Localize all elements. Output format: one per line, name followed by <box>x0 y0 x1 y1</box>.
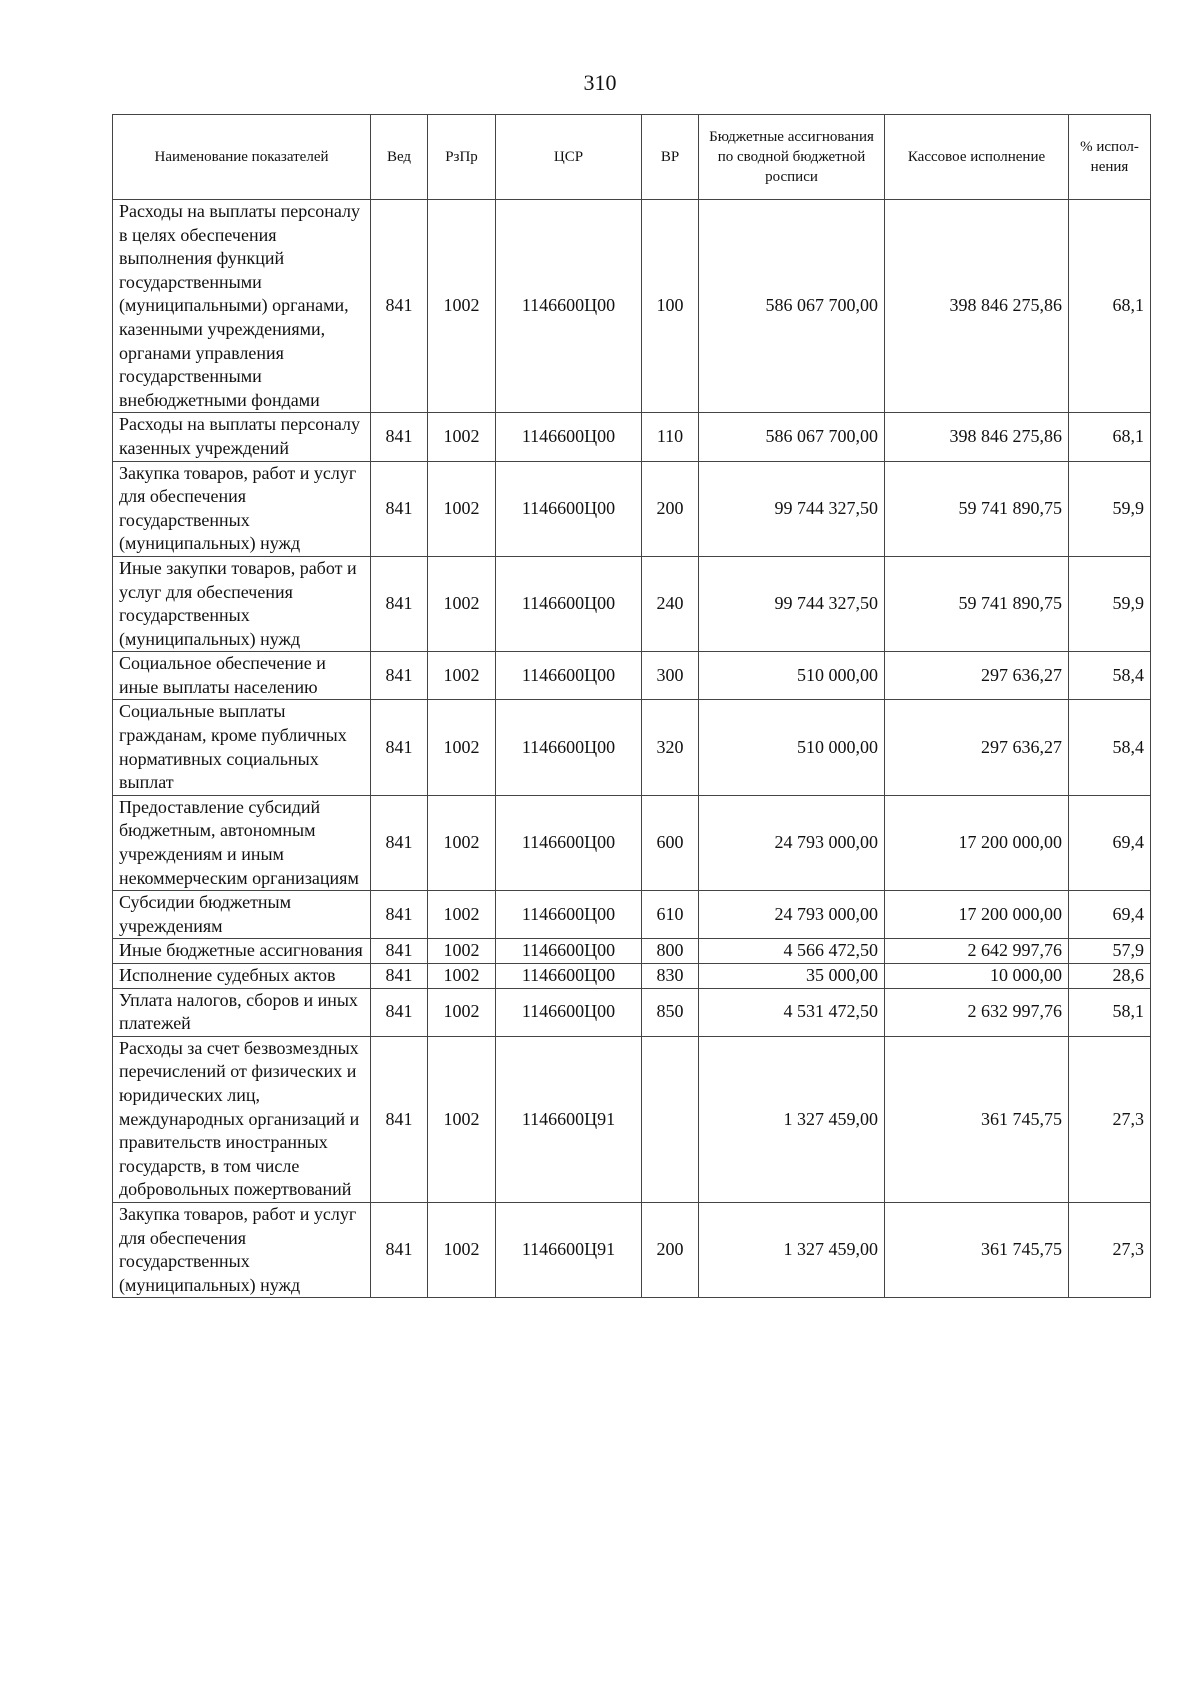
row-assignments: 99 744 327,50 <box>699 461 885 556</box>
row-percent: 59,9 <box>1069 556 1151 651</box>
header-row <box>113 115 1151 200</box>
row-cash-execution: 398 846 275,86 <box>885 200 1069 413</box>
table-row <box>113 200 1151 413</box>
row-csr: 1146600Ц00 <box>496 200 642 413</box>
table-row <box>113 988 1151 1036</box>
row-rzpr: 1002 <box>428 200 496 413</box>
row-name: Исполнение судебных актов <box>113 964 371 989</box>
row-ved: 841 <box>371 652 428 700</box>
row-csr: 1146600Ц00 <box>496 413 642 461</box>
row-csr: 1146600Ц00 <box>496 795 642 890</box>
row-name: Расходы на выплаты персоналу в целях обеспечения выполнения функций государственными (муниципальными) органами, казенными учреждениями, органами управления государственными внебюджетными фондами <box>113 200 371 413</box>
row-vr: 100 <box>642 200 699 413</box>
header-name: Наименование показателей <box>113 115 371 200</box>
row-rzpr: 1002 <box>428 461 496 556</box>
row-ved: 841 <box>371 461 428 556</box>
row-ved: 841 <box>371 1202 428 1297</box>
row-cash-execution: 361 745,75 <box>885 1036 1069 1202</box>
row-cash-execution: 297 636,27 <box>885 652 1069 700</box>
row-rzpr: 1002 <box>428 1036 496 1202</box>
table-body <box>113 200 1151 1298</box>
row-vr <box>642 1036 699 1202</box>
row-ved: 841 <box>371 700 428 795</box>
row-ved: 841 <box>371 795 428 890</box>
table-row <box>113 556 1151 651</box>
row-cash-execution: 59 741 890,75 <box>885 461 1069 556</box>
row-csr: 1146600Ц00 <box>496 939 642 964</box>
table-row <box>113 461 1151 556</box>
row-rzpr: 1002 <box>428 795 496 890</box>
row-ved: 841 <box>371 891 428 939</box>
row-percent: 27,3 <box>1069 1036 1151 1202</box>
row-name: Иные бюджетные ассигнования <box>113 939 371 964</box>
row-name: Уплата налогов, сборов и иных платежей <box>113 988 371 1036</box>
row-vr: 300 <box>642 652 699 700</box>
row-rzpr: 1002 <box>428 939 496 964</box>
row-vr: 320 <box>642 700 699 795</box>
row-cash-execution: 361 745,75 <box>885 1202 1069 1297</box>
table-row <box>113 891 1151 939</box>
row-csr: 1146600Ц00 <box>496 964 642 989</box>
row-rzpr: 1002 <box>428 413 496 461</box>
row-percent: 68,1 <box>1069 200 1151 413</box>
row-vr: 600 <box>642 795 699 890</box>
row-ved: 841 <box>371 1036 428 1202</box>
row-cash-execution: 10 000,00 <box>885 964 1069 989</box>
row-rzpr: 1002 <box>428 652 496 700</box>
row-ved: 841 <box>371 988 428 1036</box>
header-ved: Вед <box>371 115 428 200</box>
row-csr: 1146600Ц00 <box>496 891 642 939</box>
row-csr: 1146600Ц00 <box>496 700 642 795</box>
table-row <box>113 700 1151 795</box>
header-cash-execution: Кассовое исполнение <box>885 115 1069 200</box>
row-ved: 841 <box>371 413 428 461</box>
row-name: Расходы на выплаты персоналу казенных учреждений <box>113 413 371 461</box>
row-assignments: 35 000,00 <box>699 964 885 989</box>
row-csr: 1146600Ц91 <box>496 1036 642 1202</box>
row-csr: 1146600Ц00 <box>496 988 642 1036</box>
row-assignments: 4 531 472,50 <box>699 988 885 1036</box>
row-name: Иные закупки товаров, работ и услуг для обеспечения государственных (муниципальных) нужд <box>113 556 371 651</box>
row-name: Закупка товаров, работ и услуг для обеспечения государственных (муниципальных) нужд <box>113 1202 371 1297</box>
header-csr: ЦСР <box>496 115 642 200</box>
row-assignments: 24 793 000,00 <box>699 891 885 939</box>
page-number: 310 <box>583 70 617 95</box>
row-ved: 841 <box>371 200 428 413</box>
row-percent: 27,3 <box>1069 1202 1151 1297</box>
budget-execution-table <box>112 114 1151 1298</box>
row-csr: 1146600Ц00 <box>496 556 642 651</box>
row-name: Предоставление субсидий бюджетным, автономным учреждениям и иным некоммерческим организациям <box>113 795 371 890</box>
row-percent: 28,6 <box>1069 964 1151 989</box>
row-rzpr: 1002 <box>428 700 496 795</box>
row-assignments: 586 067 700,00 <box>699 413 885 461</box>
row-vr: 800 <box>642 939 699 964</box>
row-percent: 68,1 <box>1069 413 1151 461</box>
row-cash-execution: 2 642 997,76 <box>885 939 1069 964</box>
row-cash-execution: 297 636,27 <box>885 700 1069 795</box>
row-cash-execution: 17 200 000,00 <box>885 891 1069 939</box>
row-percent: 58,4 <box>1069 652 1151 700</box>
header-percent: % испол-нения <box>1069 115 1151 200</box>
row-cash-execution: 59 741 890,75 <box>885 556 1069 651</box>
header-assignments: Бюджетные ассигнования по сводной бюджетной росписи <box>699 115 885 200</box>
row-csr: 1146600Ц91 <box>496 1202 642 1297</box>
row-name: Социальное обеспечение и иные выплаты населению <box>113 652 371 700</box>
row-rzpr: 1002 <box>428 1202 496 1297</box>
row-csr: 1146600Ц00 <box>496 461 642 556</box>
row-name: Расходы за счет безвозмездных перечислений от физических и юридических лиц, международных организаций и правительств иностранных государств, в том числе добровольных пожертвований <box>113 1036 371 1202</box>
row-ved: 841 <box>371 964 428 989</box>
row-assignments: 99 744 327,50 <box>699 556 885 651</box>
row-vr: 240 <box>642 556 699 651</box>
row-assignments: 4 566 472,50 <box>699 939 885 964</box>
row-vr: 610 <box>642 891 699 939</box>
header-rzpr: РзПр <box>428 115 496 200</box>
row-rzpr: 1002 <box>428 556 496 651</box>
row-percent: 69,4 <box>1069 891 1151 939</box>
table-row <box>113 964 1151 989</box>
row-assignments: 510 000,00 <box>699 652 885 700</box>
row-cash-execution: 17 200 000,00 <box>885 795 1069 890</box>
row-vr: 110 <box>642 413 699 461</box>
row-percent: 58,4 <box>1069 700 1151 795</box>
row-cash-execution: 398 846 275,86 <box>885 413 1069 461</box>
row-ved: 841 <box>371 556 428 651</box>
row-assignments: 510 000,00 <box>699 700 885 795</box>
row-vr: 200 <box>642 461 699 556</box>
row-cash-execution: 2 632 997,76 <box>885 988 1069 1036</box>
row-rzpr: 1002 <box>428 964 496 989</box>
row-name: Закупка товаров, работ и услуг для обеспечения государственных (муниципальных) нужд <box>113 461 371 556</box>
row-vr: 850 <box>642 988 699 1036</box>
row-percent: 58,1 <box>1069 988 1151 1036</box>
row-percent: 59,9 <box>1069 461 1151 556</box>
row-assignments: 24 793 000,00 <box>699 795 885 890</box>
row-assignments: 1 327 459,00 <box>699 1036 885 1202</box>
table-row <box>113 1036 1151 1202</box>
row-csr: 1146600Ц00 <box>496 652 642 700</box>
row-ved: 841 <box>371 939 428 964</box>
table-row <box>113 795 1151 890</box>
row-vr: 200 <box>642 1202 699 1297</box>
header-vr: ВР <box>642 115 699 200</box>
table-row <box>113 1202 1151 1297</box>
table-header <box>113 115 1151 200</box>
row-name: Субсидии бюджетным учреждениям <box>113 891 371 939</box>
row-assignments: 1 327 459,00 <box>699 1202 885 1297</box>
row-vr: 830 <box>642 964 699 989</box>
row-name: Социальные выплаты гражданам, кроме публичных нормативных социальных выплат <box>113 700 371 795</box>
table-row <box>113 652 1151 700</box>
table-row <box>113 413 1151 461</box>
row-percent: 69,4 <box>1069 795 1151 890</box>
row-percent: 57,9 <box>1069 939 1151 964</box>
row-rzpr: 1002 <box>428 988 496 1036</box>
row-assignments: 586 067 700,00 <box>699 200 885 413</box>
row-rzpr: 1002 <box>428 891 496 939</box>
table-row <box>113 939 1151 964</box>
